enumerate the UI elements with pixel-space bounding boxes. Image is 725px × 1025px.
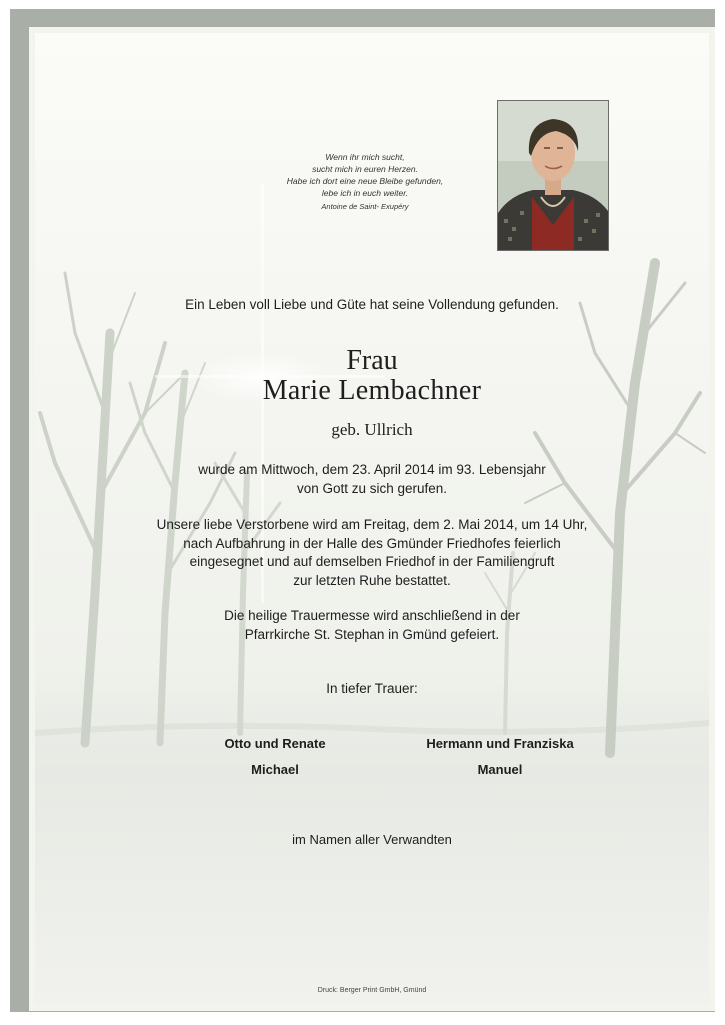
deceased-name: Marie Lembachner xyxy=(262,375,482,406)
printer-credit: Druck: Berger Print GmbH, Gmünd xyxy=(317,987,427,994)
funeral-line: Unsere liebe Verstorbene wird am Freitag, dem 2. Mai 2014, um 14 Uhr, xyxy=(156,517,588,532)
memorial-quote xyxy=(250,151,480,213)
mass-line: Pfarrkirche St. Stephan in Gmünd gefeiert. xyxy=(244,626,500,642)
family-right-couple: Hermann und Franziska xyxy=(426,736,574,751)
family-left-couple: Otto und Renate xyxy=(224,736,326,751)
maiden-name: geb. Ullrich xyxy=(331,420,413,439)
mass-details xyxy=(35,607,709,644)
card-paper xyxy=(29,27,715,1011)
quote-line: Habe ich dort eine neue Bleibe gefunden, xyxy=(286,176,444,186)
funeral-line: zur letzten Ruhe bestattet. xyxy=(293,572,451,588)
portrait-image xyxy=(498,101,608,250)
quote-line: sucht mich in euren Herzen. xyxy=(312,164,418,174)
death-announcement xyxy=(35,461,709,498)
mourning-intro: In tiefer Trauer: xyxy=(326,681,418,696)
salutation: Frau xyxy=(346,345,398,376)
card-frame xyxy=(10,9,715,1012)
family-right-child: Manuel xyxy=(477,762,523,777)
funeral-line: eingesegnet und auf demselben Friedhof in der Familiengruft xyxy=(189,554,555,569)
quote-line: lebe ich in euch weiter. xyxy=(321,188,409,198)
announcement-line: wurde am Mittwoch, dem 23. April 2014 im 93. Lebensjahr xyxy=(198,462,546,477)
funeral-details xyxy=(35,516,709,590)
opening-line: Ein Leben voll Liebe und Güte hat seine Vollendung gefunden. xyxy=(185,297,559,312)
mass-line: Die heilige Trauermesse wird anschließend in der xyxy=(224,608,520,623)
funeral-line: nach Aufbahrung in der Halle des Gmünder Friedhofes feierlich xyxy=(183,535,561,551)
closing-line: im Namen aller Verwandten xyxy=(292,832,452,847)
quote-line: Wenn ihr mich sucht, xyxy=(325,152,405,162)
quote-author: Antoine de Saint- Exupéry xyxy=(321,202,409,211)
announcement-line: von Gott zu sich gerufen. xyxy=(296,480,448,496)
content-panel xyxy=(35,33,709,1005)
family-left-child: Michael xyxy=(251,762,299,777)
portrait-photo xyxy=(497,100,609,251)
